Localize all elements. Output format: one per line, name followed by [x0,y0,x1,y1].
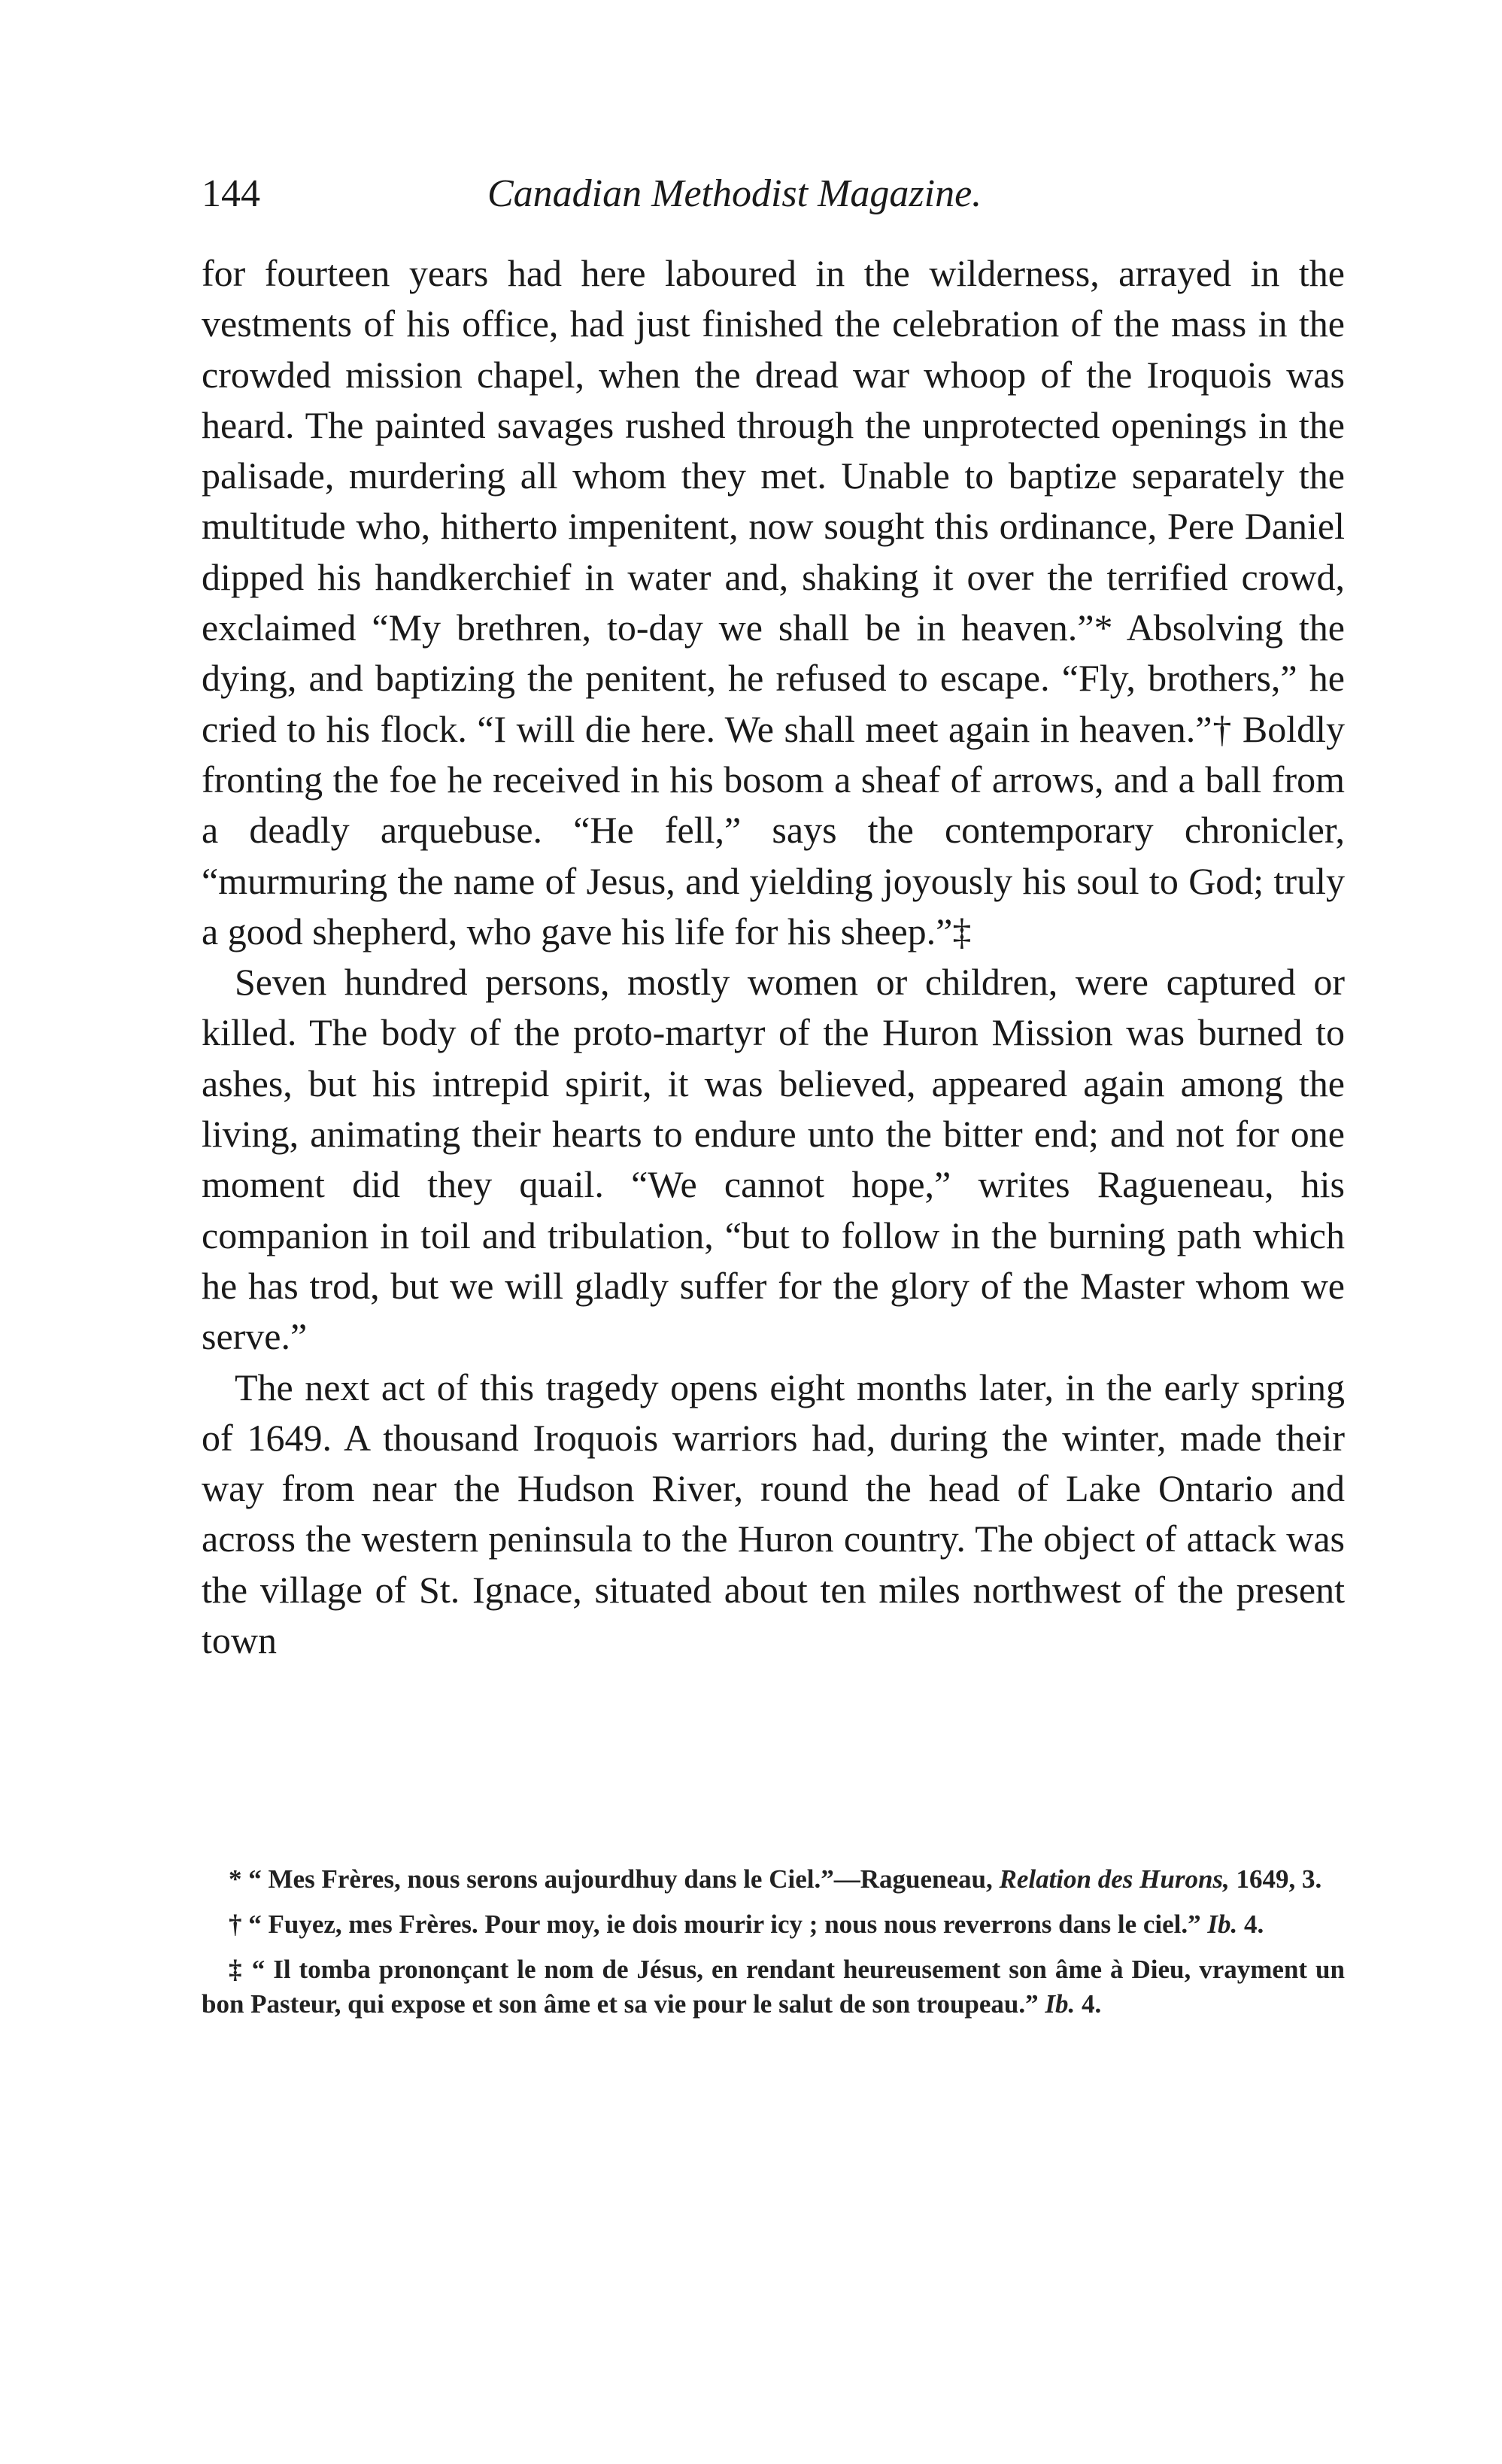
running-title: Canadian Methodist Magazine. [487,172,982,215]
paragraph-2: Seven hundred persons, mostly women or children, were captured or killed. The body of the proto-martyr of the Huron Mission was burned to ashes, but his intrepid spirit, it was believed, appeared again among the living, animating their hearts to endure unto the bitter end; and not for one moment did they quail. “We cannot hope,” writes Ragueneau, his companion in toil and tribulation, “but to follow in the burning path which he has trod, but we will gladly suffer for the glory of the Master whom we serve.” [202,961,1345,1358]
footnote-1-source: Relation des Hurons, [999,1864,1230,1894]
footnote-2-text: † “ Fuyez, mes Frères. Pour moy, ie dois mourir icy ; nous nous reverrons dans le ciel.” [229,1910,1208,1939]
footnote-1-tail: 1649, 3. [1229,1864,1322,1894]
footnote-3 [202,1952,1345,2022]
footnote-3-tail: 4. [1075,1989,1102,2019]
footnote-2 [202,1907,1345,1942]
footnote-2-source: Ib. [1207,1910,1238,1939]
page-number: 144 [202,172,260,215]
body-text [202,248,1345,1666]
footnote-1 [202,1862,1345,1897]
paragraph-1: for fourteen years had here laboured in the wilderness, arrayed in the vestments of his office, had just finished the celebration of the mass in the crowded mission chapel, when the dread war whoop of the Iroquois was heard. The painted savages rushed through the unprotected openings in the palisade, murdering all whom they met. Unable to baptize separately the multitude who, hitherto impenitent, now sought this ordinance, Pere Daniel dipped his handkerchief in water and, shaking it over the terrified crowd, exclaimed “My brethren, to-day we shall be in heaven.”* Absolving the dying, and baptizing the penitent, he refused to escape. “Fly, brothers,” he cried to his flock. “I will die here. We shall meet again in heaven.”† Boldly fronting the foe he received in his bosom a sheaf of arrows, and a ball from a deadly arquebuse. “He fell,” says the contemporary chronicler, “murmuring the name of Jesus, and yielding joyously his soul to God; truly a good shepherd, who gave his life for his sheep.”‡ [202,252,1345,952]
footnote-2-tail: 4. [1237,1910,1264,1939]
footnotes [202,1862,1345,2032]
page-header [202,172,1345,232]
footnote-3-text: ‡ “ Il tomba prononçant le nom de Jésus, en rendant heureusement son âme à Dieu, vrayment un bon Pasteur, qui expose et son âme et sa vie pour le salut de son troupeau.” [202,1955,1345,2019]
footnote-1-text: * “ Mes Frères, nous serons aujourdhuy dans le Ciel.”—Ragueneau, [229,1864,1000,1894]
footnote-3-source: Ib. [1045,1989,1076,2019]
paragraph-3: The next act of this tragedy opens eight months later, in the early spring of 1649. A thousand Iroquois warriors had, during the winter, made their way from near the Hudson River, round the head of Lake Ontario and across the western peninsula to the Huron country. The object of attack was the village of St. Ignace, situated about ten miles northwest of the present town [202,1366,1345,1662]
